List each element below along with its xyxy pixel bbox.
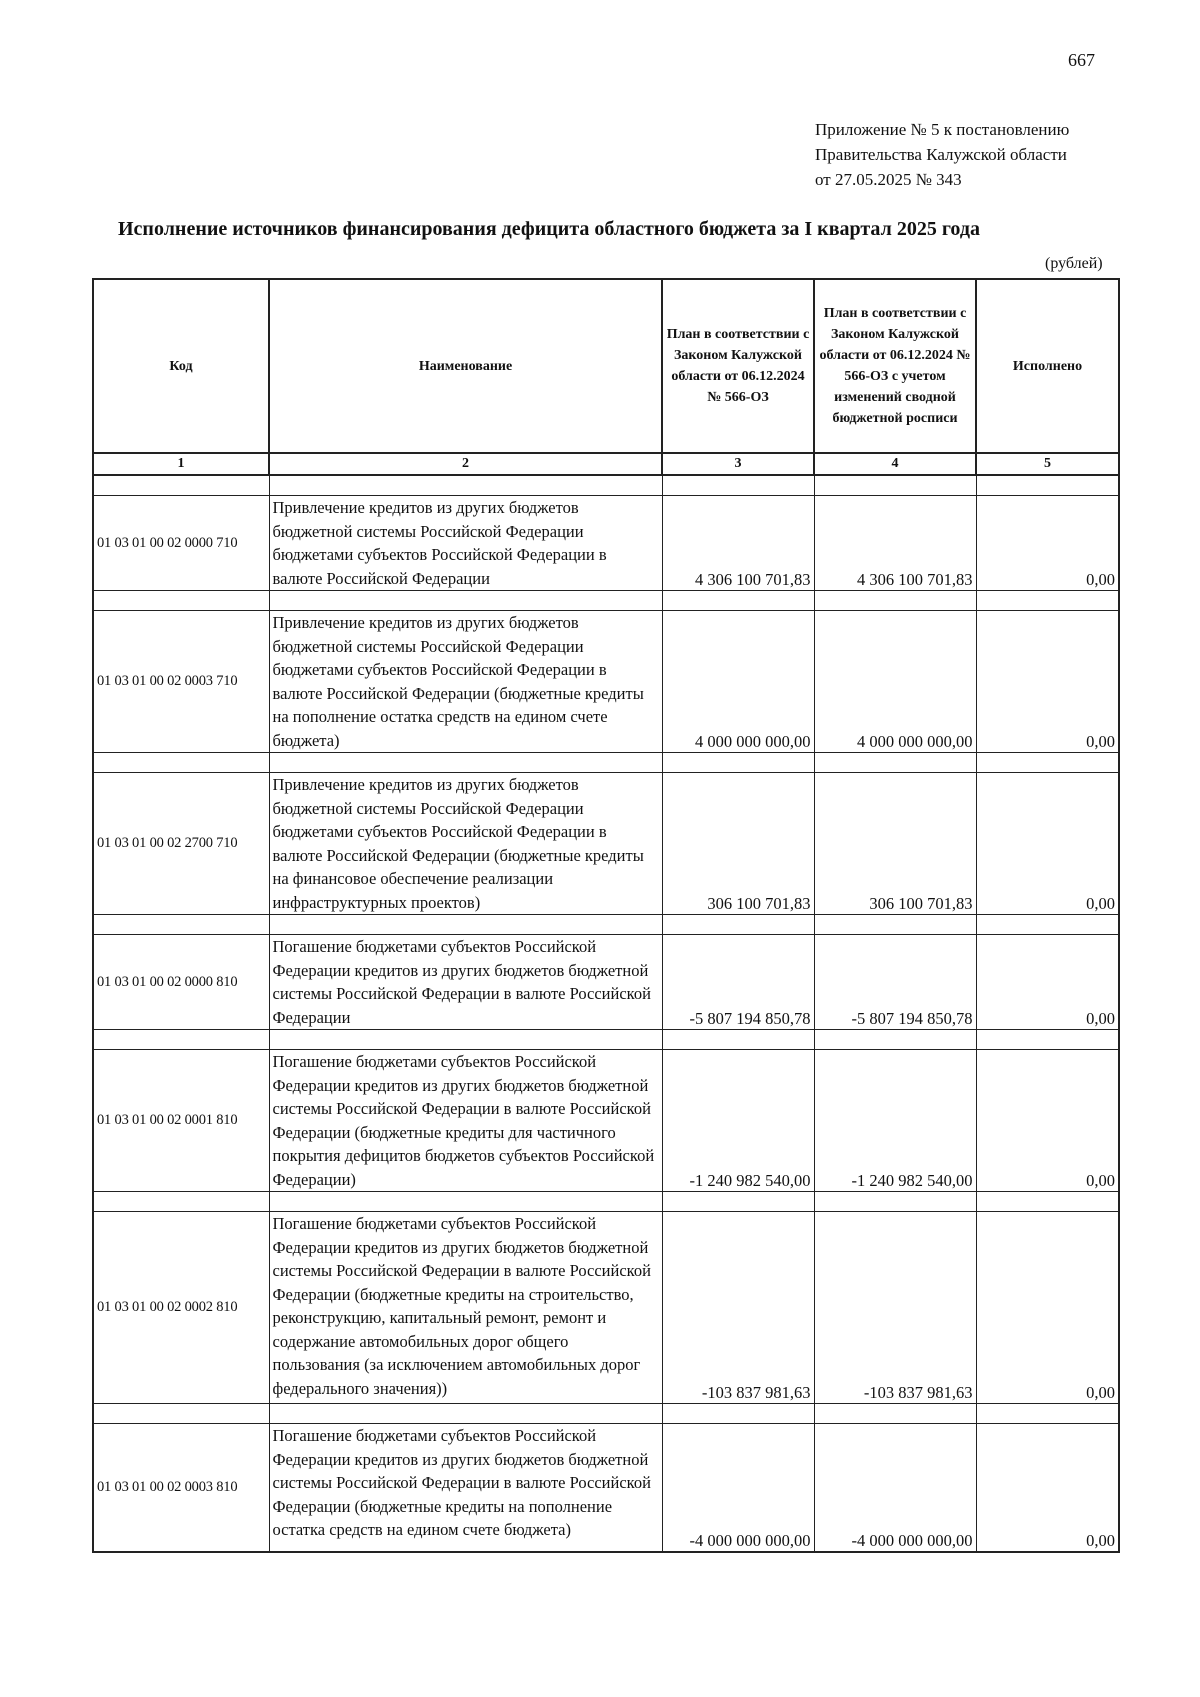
- row-executed: 0,00: [976, 1424, 1119, 1552]
- row-plan-law: 4 000 000 000,00: [662, 611, 814, 753]
- spacer-cell: [93, 753, 269, 773]
- table-header-row: [93, 279, 1119, 453]
- column-number: 4: [814, 453, 976, 475]
- spacer-cell: [976, 753, 1119, 773]
- header-executed: Исполнено: [976, 279, 1119, 453]
- spacer-row: [93, 753, 1119, 773]
- spacer-cell: [93, 1192, 269, 1212]
- spacer-cell: [269, 1192, 662, 1212]
- spacer-cell: [976, 1192, 1119, 1212]
- column-number: 5: [976, 453, 1119, 475]
- spacer-row: [93, 1030, 1119, 1050]
- spacer-cell: [662, 915, 814, 935]
- row-code: 01 03 01 00 02 2700 710: [93, 773, 269, 915]
- spacer-cell: [269, 591, 662, 611]
- page-number: 667: [1068, 50, 1095, 70]
- spacer-cell: [976, 915, 1119, 935]
- row-plan-law: -1 240 982 540,00: [662, 1050, 814, 1192]
- spacer-row: [93, 1404, 1119, 1424]
- row-executed: 0,00: [976, 773, 1119, 915]
- spacer-cell: [814, 1030, 976, 1050]
- spacer-row: [93, 915, 1119, 935]
- table-row: [93, 611, 1119, 753]
- row-plan-law: -5 807 194 850,78: [662, 935, 814, 1030]
- row-name: Погашение бюджетами субъектов Российской Федерации кредитов из других бюджетов бюджетной системы Российской Федерации в валюте Российской Федерации: [269, 935, 662, 1030]
- column-number: 3: [662, 453, 814, 475]
- spacer-row: [93, 475, 1119, 496]
- spacer-cell: [814, 915, 976, 935]
- document-title: Исполнение источников финансирования дефицита областного бюджета за I квартал 2025 года: [118, 218, 980, 240]
- table-row: [93, 935, 1119, 1030]
- spacer-cell: [269, 753, 662, 773]
- appendix-line: Правительства Калужской области: [815, 145, 1067, 164]
- spacer-cell: [93, 1030, 269, 1050]
- row-plan-law: -103 837 981,63: [662, 1212, 814, 1404]
- appendix-line: Приложение № 5 к постановлению: [815, 120, 1070, 139]
- row-plan-adjusted: -4 000 000 000,00: [814, 1424, 976, 1552]
- table-body: [93, 475, 1119, 1552]
- header-name: Наименование: [269, 279, 662, 453]
- appendix-reference: [815, 117, 1069, 192]
- spacer-cell: [976, 1030, 1119, 1050]
- row-executed: 0,00: [976, 1050, 1119, 1192]
- row-executed: 0,00: [976, 611, 1119, 753]
- row-name: Погашение бюджетами субъектов Российской Федерации кредитов из других бюджетов бюджетной системы Российской Федерации в валюте Российской Федерации (бюджетные кредиты на строительство, реконструкцию, капитальный ремонт, ремонт и содержание автомобильных дорог общего пользования (за исключением автомобильных дорог федерального значения)): [269, 1212, 662, 1404]
- row-code: 01 03 01 00 02 0003 710: [93, 611, 269, 753]
- spacer-cell: [269, 915, 662, 935]
- spacer-row: [93, 1192, 1119, 1212]
- deficit-financing-table: [92, 278, 1120, 1553]
- row-plan-adjusted: -103 837 981,63: [814, 1212, 976, 1404]
- row-plan-adjusted: 4 306 100 701,83: [814, 496, 976, 591]
- spacer-cell: [814, 1404, 976, 1424]
- spacer-cell: [269, 1030, 662, 1050]
- row-executed: 0,00: [976, 935, 1119, 1030]
- spacer-cell: [814, 1192, 976, 1212]
- spacer-cell: [269, 475, 662, 496]
- column-number: 1: [93, 453, 269, 475]
- spacer-cell: [814, 591, 976, 611]
- table-row: [93, 1424, 1119, 1552]
- row-code: 01 03 01 00 02 0003 810: [93, 1424, 269, 1552]
- table-row: [93, 1212, 1119, 1404]
- spacer-cell: [93, 915, 269, 935]
- row-plan-adjusted: 306 100 701,83: [814, 773, 976, 915]
- row-name: Привлечение кредитов из других бюджетов бюджетной системы Российской Федерации бюджетами субъектов Российской Федерации в валюте Российской Федерации (бюджетные кредиты на пополнение остатка средств на едином счете бюджета): [269, 611, 662, 753]
- spacer-cell: [662, 753, 814, 773]
- header-plan-law: План в соответствии с Законом Калужской области от 06.12.2024 № 566-ОЗ: [662, 279, 814, 453]
- spacer-cell: [662, 591, 814, 611]
- spacer-cell: [814, 753, 976, 773]
- row-code: 01 03 01 00 02 0001 810: [93, 1050, 269, 1192]
- appendix-line: от 27.05.2025 № 343: [815, 170, 962, 189]
- spacer-cell: [814, 475, 976, 496]
- row-plan-law: 4 306 100 701,83: [662, 496, 814, 591]
- row-name: Привлечение кредитов из других бюджетов бюджетной системы Российской Федерации бюджетами субъектов Российской Федерации в валюте Российской Федерации: [269, 496, 662, 591]
- spacer-cell: [662, 1030, 814, 1050]
- row-plan-adjusted: -1 240 982 540,00: [814, 1050, 976, 1192]
- row-plan-law: -4 000 000 000,00: [662, 1424, 814, 1552]
- row-executed: 0,00: [976, 496, 1119, 591]
- column-number-row: [93, 453, 1119, 475]
- spacer-cell: [93, 591, 269, 611]
- spacer-row: [93, 591, 1119, 611]
- row-code: 01 03 01 00 02 0002 810: [93, 1212, 269, 1404]
- spacer-cell: [269, 1404, 662, 1424]
- row-code: 01 03 01 00 02 0000 710: [93, 496, 269, 591]
- table-row: [93, 1050, 1119, 1192]
- row-name: Привлечение кредитов из других бюджетов бюджетной системы Российской Федерации бюджетами субъектов Российской Федерации в валюте Российской Федерации (бюджетные кредиты на финансовое обеспечение реализации инфраструктурных проектов): [269, 773, 662, 915]
- header-code: Код: [93, 279, 269, 453]
- row-plan-adjusted: 4 000 000 000,00: [814, 611, 976, 753]
- spacer-cell: [93, 1404, 269, 1424]
- table-row: [93, 496, 1119, 591]
- spacer-cell: [662, 475, 814, 496]
- spacer-cell: [976, 591, 1119, 611]
- table-row: [93, 773, 1119, 915]
- spacer-cell: [976, 475, 1119, 496]
- spacer-cell: [662, 1192, 814, 1212]
- row-plan-law: 306 100 701,83: [662, 773, 814, 915]
- row-code: 01 03 01 00 02 0000 810: [93, 935, 269, 1030]
- header-plan-adjusted: План в соответствии с Законом Калужской области от 06.12.2024 № 566-ОЗ с учетом изменений сводной бюджетной росписи: [814, 279, 976, 453]
- row-name: Погашение бюджетами субъектов Российской Федерации кредитов из других бюджетов бюджетной системы Российской Федерации в валюте Российской Федерации (бюджетные кредиты для частичного покрытия дефицитов бюджетов субъектов Российской Федерации): [269, 1050, 662, 1192]
- column-number: 2: [269, 453, 662, 475]
- row-executed: 0,00: [976, 1212, 1119, 1404]
- row-plan-adjusted: -5 807 194 850,78: [814, 935, 976, 1030]
- row-name: Погашение бюджетами субъектов Российской Федерации кредитов из других бюджетов бюджетной системы Российской Федерации в валюте Российской Федерации (бюджетные кредиты на пополнение остатка средств на едином счете бюджета): [269, 1424, 662, 1552]
- units-label: (рублей): [1045, 255, 1103, 272]
- spacer-cell: [93, 475, 269, 496]
- spacer-cell: [662, 1404, 814, 1424]
- spacer-cell: [976, 1404, 1119, 1424]
